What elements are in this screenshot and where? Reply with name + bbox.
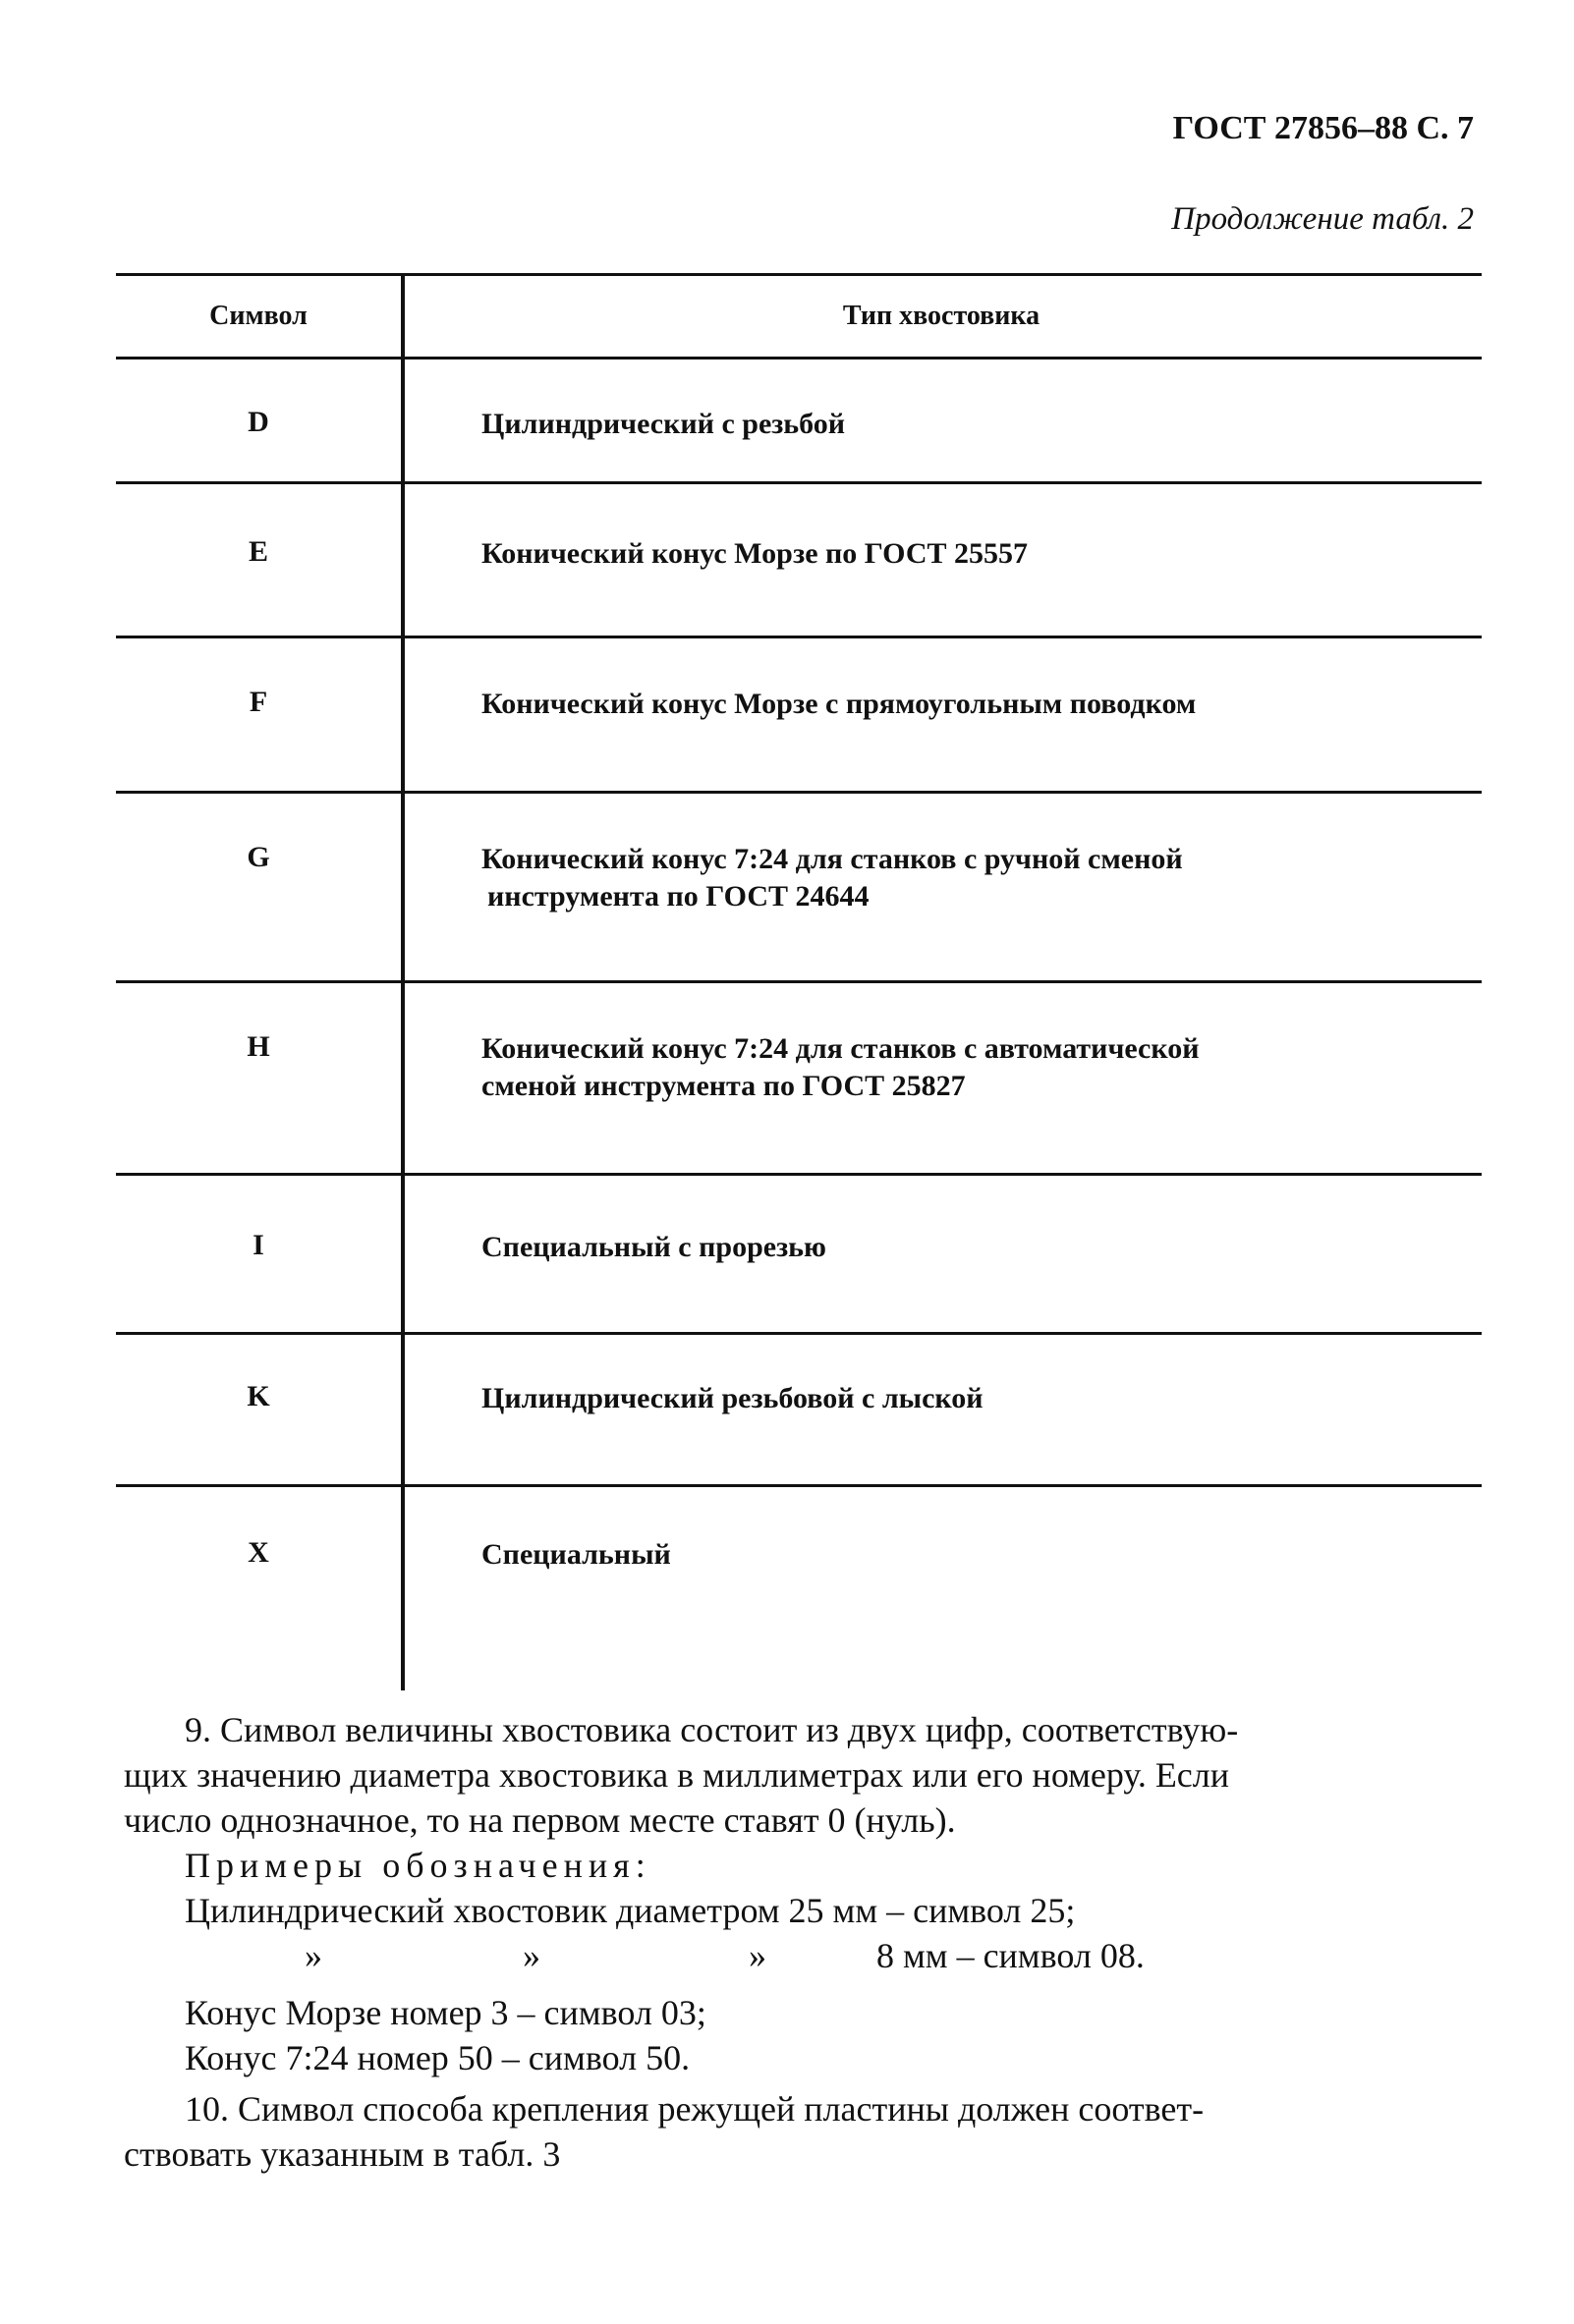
table-caption: Продолжение табл. 2 — [1171, 201, 1474, 237]
table-row — [116, 1335, 1482, 1487]
table-row — [116, 1487, 1482, 1615]
ditto-mark: » — [305, 1936, 322, 1975]
table-row — [116, 983, 1482, 1176]
ditto-mark: » — [749, 1936, 766, 1975]
row-symbol: G — [247, 841, 270, 873]
examples-heading: Примеры обозначения: — [185, 1846, 651, 1885]
row-symbol: H — [247, 1030, 270, 1063]
row-shank-type: Конический конус 7:24 для станков с ручной сменой инструмента по ГОСТ 24644 — [481, 843, 1183, 913]
header-symbol: Символ — [209, 301, 308, 331]
table-row — [116, 360, 1482, 484]
row-symbol: F — [249, 686, 268, 718]
row-symbol: D — [248, 406, 269, 438]
table-header-row — [116, 273, 1482, 360]
body-text — [124, 1707, 1482, 2177]
example-cylindrical-8 — [185, 1933, 1482, 1978]
table-row — [116, 484, 1482, 638]
row-symbol: X — [248, 1536, 269, 1569]
row-symbol: I — [253, 1229, 264, 1261]
shank-type-table — [116, 273, 1482, 1615]
example-tail: 8 мм – символ 08. — [876, 1936, 1145, 1975]
row-shank-type: Специальный с прорезью — [481, 1231, 826, 1263]
table-row — [116, 638, 1482, 794]
example-cylindrical-25: Цилиндрический хвостовик диаметром 25 мм – символ 25; — [185, 1891, 1076, 1930]
row-shank-type: Конический конус 7:24 для станков с автоматической сменой инструмента по ГОСТ 25827 — [481, 1032, 1200, 1102]
example-taper-50: Конус 7:24 номер 50 – символ 50. — [185, 2038, 691, 2077]
page-reference: ГОСТ 27856–88 С. 7 — [1172, 110, 1474, 146]
header-shank-type: Тип хвостовика — [842, 301, 1040, 331]
row-symbol: K — [247, 1380, 270, 1412]
ditto-mark: » — [523, 1936, 540, 1975]
example-morse-3: Конус Морзе номер 3 – символ 03; — [185, 1993, 706, 2032]
row-shank-type: Специальный — [481, 1538, 671, 1571]
row-shank-type: Конический конус Морзе по ГОСТ 25557 — [481, 537, 1029, 570]
paragraph-9: 9. Символ величины хвостовика состоит из двух цифр, соответствую- щих значению диаметра хвостовика в миллиметрах или его номеру. Если число однозначное, то на первом месте ставят 0 (нуль). — [124, 1710, 1239, 1840]
row-shank-type: Конический конус Морзе с прямоугольным поводком — [481, 688, 1197, 720]
row-symbol: E — [248, 535, 268, 568]
column-divider — [401, 273, 405, 1690]
row-shank-type: Цилиндрический с резьбой — [481, 408, 846, 440]
row-shank-type: Цилиндрический резьбовой с лыской — [481, 1382, 984, 1414]
table-row — [116, 1176, 1482, 1335]
paragraph-10: 10. Символ способа крепления режущей пластины должен соответ- ствовать указанным в табл. 3 — [124, 2089, 1205, 2174]
table-row — [116, 794, 1482, 983]
